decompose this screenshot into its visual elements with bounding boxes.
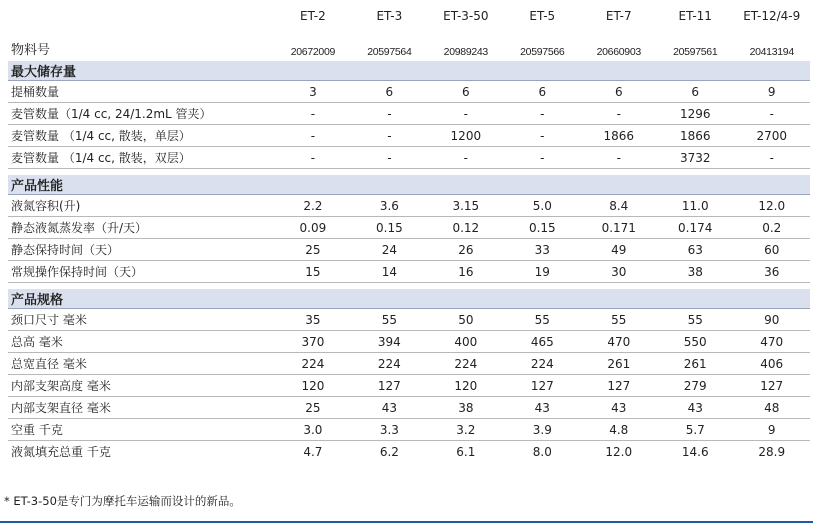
- table-row: [8, 217, 810, 239]
- cell-value: -: [275, 103, 351, 125]
- cell-value: 400: [428, 331, 504, 353]
- cell-value: 406: [733, 353, 810, 375]
- row-label: 静态液氮蒸发率（升/天）: [8, 217, 275, 239]
- cell-value: -: [351, 103, 427, 125]
- cell-value: 6.2: [379, 444, 399, 459]
- cell-value: 55: [351, 309, 427, 331]
- cell-value: 0.174: [657, 217, 733, 239]
- row-label: 内部支架高度 毫米: [8, 375, 275, 397]
- cell-value: 43: [581, 397, 657, 419]
- table-row: [8, 375, 810, 397]
- row-label: 颈口尺寸 毫米: [8, 309, 275, 331]
- cell-value: 14.6: [681, 444, 709, 459]
- row-label: 总宽直径 毫米: [8, 353, 275, 375]
- row-label: 空重 千克: [8, 419, 275, 441]
- header-blank: [8, 4, 275, 28]
- cell-value: 43: [351, 397, 427, 419]
- model-header: ET-5: [529, 9, 556, 23]
- cell-value: -: [504, 125, 580, 147]
- cell-value: 224: [351, 353, 427, 375]
- spec-table: [8, 4, 810, 462]
- row-label: 总高 毫米: [8, 331, 275, 353]
- cell-value: 90: [733, 309, 810, 331]
- row-label: 液氮容积(升): [8, 195, 275, 217]
- cell-value: -: [581, 147, 657, 169]
- cell-value: 9: [733, 81, 810, 103]
- cell-value: 3.3: [351, 419, 427, 441]
- cell-value: -: [351, 147, 427, 169]
- table-row: [8, 441, 810, 463]
- cell-value: 25: [275, 397, 351, 419]
- cell-value: 3: [275, 81, 351, 103]
- cell-value: 3.0: [275, 419, 351, 441]
- table-row: [8, 81, 810, 103]
- model-header: ET-11: [678, 9, 712, 23]
- cell-value: -: [733, 147, 810, 169]
- cell-value: 6.1: [456, 444, 476, 459]
- cell-value: -: [504, 147, 580, 169]
- row-label: 麦管数量 （1/4 cc, 散装，单层）: [8, 125, 275, 147]
- cell-value: 370: [275, 331, 351, 353]
- cell-value: 3.2: [428, 419, 504, 441]
- cell-value: 36: [733, 261, 810, 283]
- cell-value: 127: [504, 375, 580, 397]
- row-label: 麦管数量（1/4 cc, 24/1.2mL 管夹）: [8, 103, 275, 125]
- cell-value: -: [275, 147, 351, 169]
- cell-value: -: [504, 103, 580, 125]
- section-title: 产品性能: [8, 175, 810, 195]
- cell-value: 6: [351, 81, 427, 103]
- section-header-performance: [8, 175, 810, 195]
- cell-value: 127: [581, 375, 657, 397]
- cell-value: 6: [581, 81, 657, 103]
- cell-value: 3.6: [351, 195, 427, 217]
- footnote: * ET-3-50是专门为摩托车运输而设计的新品。: [4, 494, 241, 508]
- section-title: 最大储存量: [8, 61, 810, 81]
- cell-value: 24: [351, 239, 427, 261]
- table-row: [8, 353, 810, 375]
- cell-value: -: [733, 103, 810, 125]
- cell-value: 261: [657, 353, 733, 375]
- cell-value: 12.0: [605, 444, 633, 459]
- table-row: [8, 397, 810, 419]
- cell-value: 224: [275, 353, 351, 375]
- table-row: [8, 195, 810, 217]
- cell-value: 5.0: [504, 195, 580, 217]
- row-label: 常规操作保持时间（天）: [8, 261, 275, 283]
- cell-value: 0.2: [733, 217, 810, 239]
- cell-value: 1866: [581, 125, 657, 147]
- cell-value: 2700: [733, 125, 810, 147]
- cell-value: 120: [275, 375, 351, 397]
- part-number: 20597564: [367, 46, 412, 58]
- cell-value: 224: [504, 353, 580, 375]
- model-header-row: [8, 4, 810, 28]
- cell-value: 6: [657, 81, 733, 103]
- cell-value: 55: [657, 309, 733, 331]
- cell-value: 3732: [657, 147, 733, 169]
- cell-value: 0.15: [351, 217, 427, 239]
- table-row: [8, 261, 810, 283]
- cell-value: 8.0: [532, 444, 552, 459]
- part-number: 20660903: [596, 46, 641, 58]
- table-row: [8, 239, 810, 261]
- cell-value: 11.0: [657, 195, 733, 217]
- cell-value: 6: [504, 81, 580, 103]
- cell-value: 26: [428, 239, 504, 261]
- cell-value: 0.171: [581, 217, 657, 239]
- row-label: 提桶数量: [8, 81, 275, 103]
- cell-value: 127: [733, 375, 810, 397]
- cell-value: 1866: [657, 125, 733, 147]
- section-title: 产品规格: [8, 289, 810, 309]
- cell-value: 25: [275, 239, 351, 261]
- model-header: ET-12/4-9: [743, 9, 801, 23]
- table-row: [8, 103, 810, 125]
- cell-value: 279: [657, 375, 733, 397]
- cell-value: 8.4: [581, 195, 657, 217]
- part-number: 20597561: [673, 46, 718, 58]
- cell-value: 127: [351, 375, 427, 397]
- row-label: 麦管数量 （1/4 cc, 散装，双层）: [8, 147, 275, 169]
- part-number: 20597566: [520, 46, 565, 58]
- cell-value: 6: [428, 81, 504, 103]
- part-number-row: [8, 28, 810, 61]
- cell-value: 394: [351, 331, 427, 353]
- model-header: ET-3-50: [443, 9, 489, 23]
- cell-value: 9: [733, 419, 810, 441]
- cell-value: 1296: [657, 103, 733, 125]
- cell-value: 465: [504, 331, 580, 353]
- table-row: [8, 125, 810, 147]
- part-number-label: 物料号: [11, 43, 51, 58]
- cell-value: 120: [428, 375, 504, 397]
- part-number: 20989243: [443, 46, 488, 58]
- cell-value: 12.0: [733, 195, 810, 217]
- part-number: 20413194: [749, 46, 794, 58]
- cell-value: 43: [504, 397, 580, 419]
- table-row: [8, 147, 810, 169]
- cell-value: 30: [581, 261, 657, 283]
- cell-value: 3.15: [428, 195, 504, 217]
- cell-value: 3.9: [504, 419, 580, 441]
- table-row: [8, 309, 810, 331]
- section-header-storage: [8, 61, 810, 81]
- table-row: [8, 331, 810, 353]
- cell-value: 33: [504, 239, 580, 261]
- cell-value: 2.2: [275, 195, 351, 217]
- part-number: 20672009: [290, 46, 336, 58]
- cell-value: -: [428, 147, 504, 169]
- cell-value: 63: [657, 239, 733, 261]
- cell-value: 261: [581, 353, 657, 375]
- cell-value: 55: [504, 309, 580, 331]
- cell-value: 49: [581, 239, 657, 261]
- cell-value: 43: [657, 397, 733, 419]
- model-header: ET-7: [605, 9, 632, 23]
- section-header-specifications: [8, 289, 810, 309]
- cell-value: 15: [275, 261, 351, 283]
- cell-value: 48: [733, 397, 810, 419]
- cell-value: 4.7: [303, 444, 323, 459]
- cell-value: 60: [733, 239, 810, 261]
- cell-value: -: [581, 103, 657, 125]
- cell-value: 35: [275, 309, 351, 331]
- cell-value: -: [275, 125, 351, 147]
- cell-value: 0.12: [428, 217, 504, 239]
- cell-value: -: [351, 125, 427, 147]
- cell-value: 0.15: [504, 217, 580, 239]
- row-label: 静态保持时间（天）: [8, 239, 275, 261]
- bottom-rule: [0, 521, 813, 523]
- cell-value: 14: [351, 261, 427, 283]
- cell-value: -: [428, 103, 504, 125]
- cell-value: 1200: [428, 125, 504, 147]
- cell-value: 224: [428, 353, 504, 375]
- cell-value: 55: [581, 309, 657, 331]
- cell-value: 550: [657, 331, 733, 353]
- cell-value: 19: [504, 261, 580, 283]
- cell-value: 38: [657, 261, 733, 283]
- cell-value: 50: [428, 309, 504, 331]
- model-header: ET-2: [300, 9, 326, 23]
- cell-value: 0.09: [275, 217, 351, 239]
- row-label: 内部支架直径 毫米: [8, 397, 275, 419]
- cell-value: 5.7: [657, 419, 733, 441]
- cell-value: 38: [428, 397, 504, 419]
- table-row: [8, 419, 810, 441]
- cell-value: 28.9: [758, 444, 786, 459]
- cell-value: 16: [428, 261, 504, 283]
- cell-value: 4.8: [581, 419, 657, 441]
- row-label: 液氮填充总重 千克: [11, 445, 111, 459]
- cell-value: 470: [581, 331, 657, 353]
- cell-value: 470: [733, 331, 810, 353]
- model-header: ET-3: [376, 9, 403, 23]
